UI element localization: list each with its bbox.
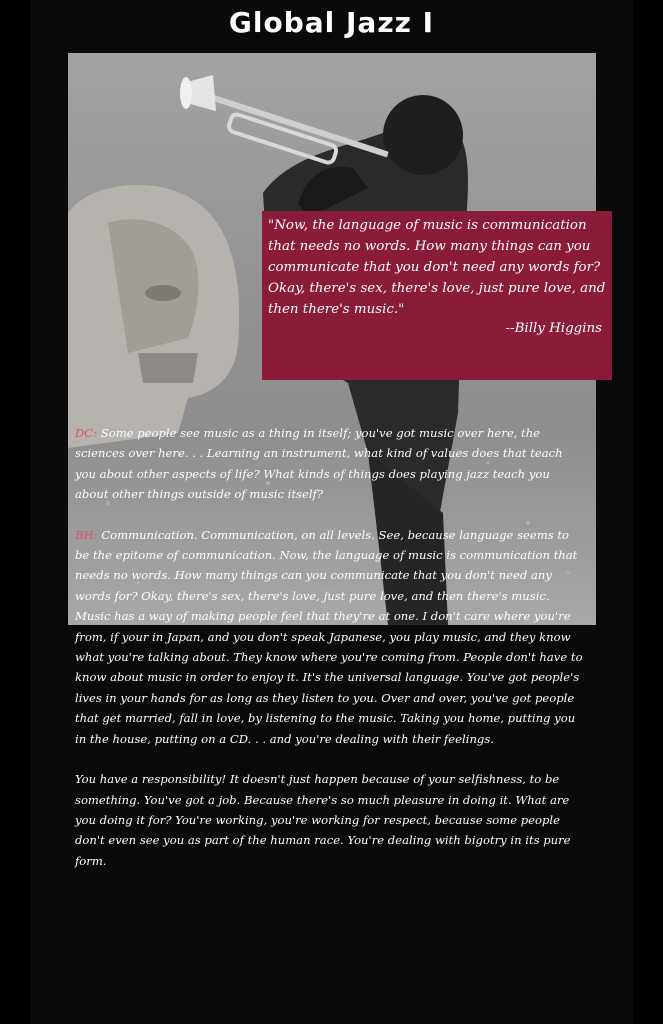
paragraph-text: Communication. Communication, on all levels. See, because language seems to be the epitome of communication. Now, the language of music is communication that needs no words. How many things can you communicate that you don't need any words for? Okay, there's sex, there's love, just pure love, and then there's music. Music has a way of making people feel that they're at one. I don't care where you're from, if your in Japan, and you don't speak Japanese, you play music, and they know what you're talking about. They know where you're coming from. People don't have to know about music in order to enjoy it. It's the universal language. You've got people's lives in your hands for as long as they listen to you. Over and over, you've got people that get married, fall in love, by listening to the music. Taking you home, putting you in the house, putting on a CD. . . and you're dealing with their feelings. bbox=[75, 527, 583, 746]
interview-paragraph bbox=[75, 423, 585, 505]
pull-quote-attribution: --Billy Higgins bbox=[505, 321, 602, 336]
paragraph-text: Some people see music as a thing in itself; you've got music over here, the sciences over here. . . Learning an instrument, what kind of values does that teach you about other aspects of life? What kinds of things does playing jazz teach you about other things outside of music itself? bbox=[75, 426, 563, 502]
pull-quote-text: "Now, the language of music is communication that needs no words. How many things can you communicate that you don't need any words for? Okay, there's sex, there's love, just pure love, and then there's music." bbox=[268, 218, 606, 317]
page-title: Global Jazz I bbox=[228, 6, 435, 39]
interview-text bbox=[75, 423, 585, 891]
interview-paragraph bbox=[75, 769, 585, 871]
paragraph-text: You have a responsibility! It doesn't just happen because of your selfishness, to be something. You've got a job. Because there's so much pleasure in doing it. What are you doing it for? You're working, you're working for respect, because some people don't even see you as part of the human race. You're dealing with bigotry in its pure form. bbox=[75, 772, 571, 868]
speaker-label: DC: bbox=[75, 426, 98, 440]
player-head bbox=[383, 95, 463, 175]
pull-quote-box bbox=[262, 211, 612, 380]
speaker-label: BH: bbox=[75, 527, 98, 542]
interview-paragraph bbox=[75, 525, 585, 749]
